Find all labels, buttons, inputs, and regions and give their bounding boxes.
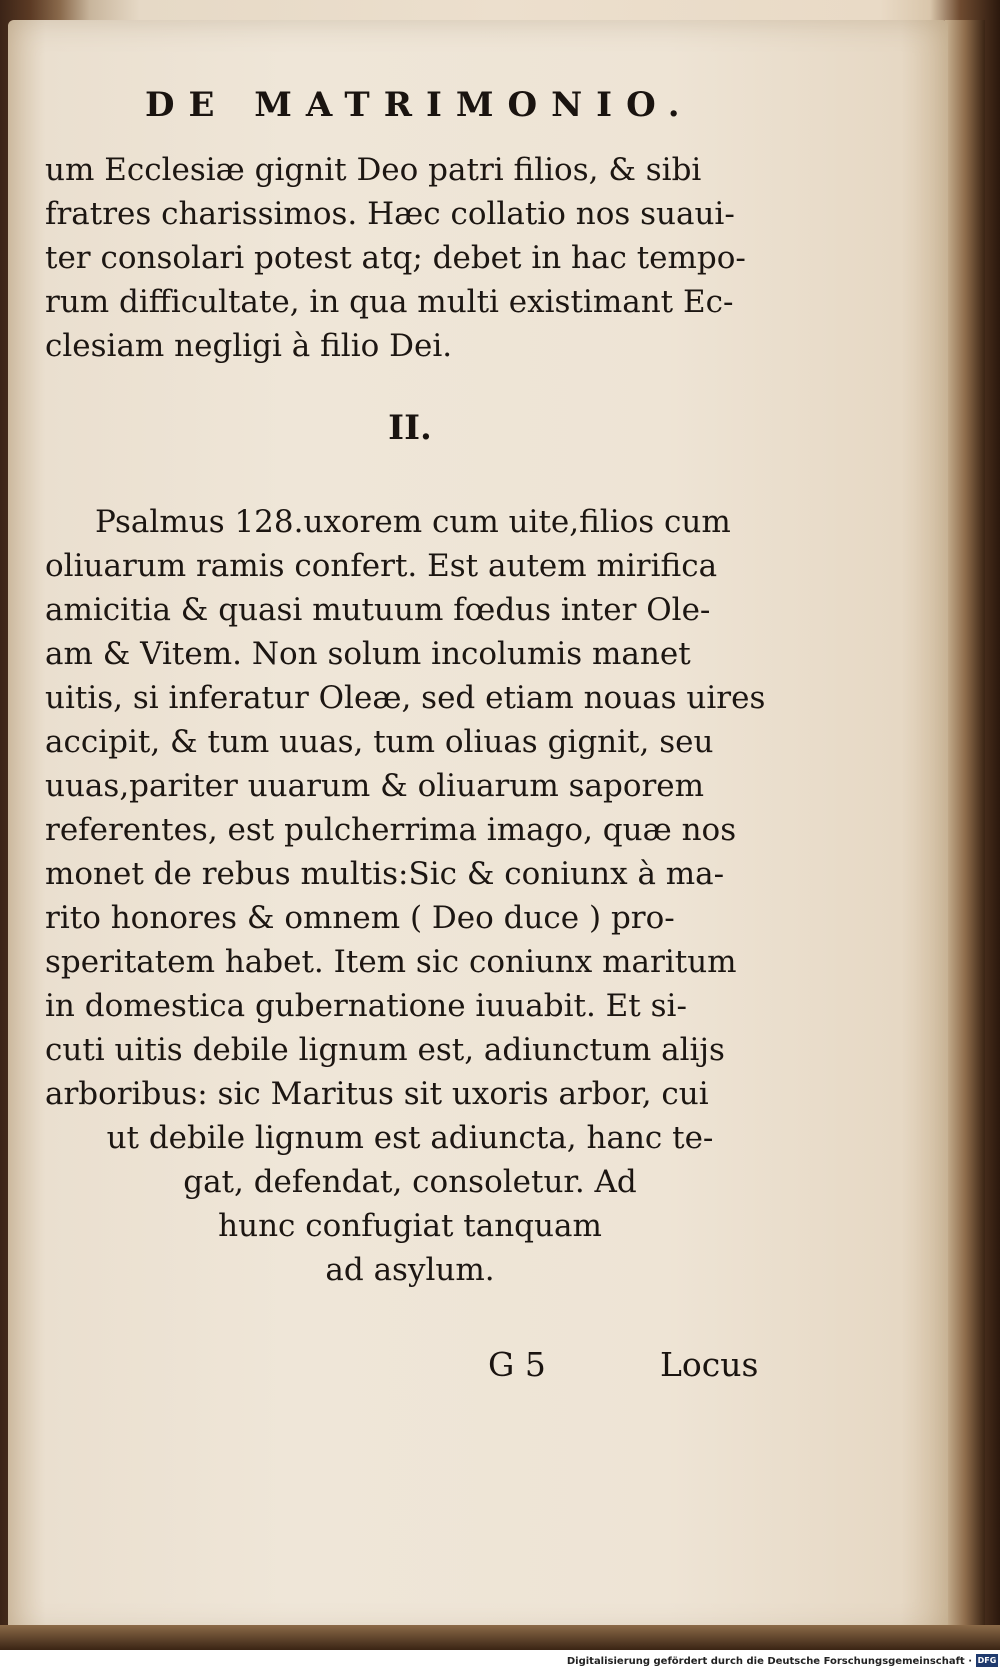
text-line: uitis, si inferatur Oleæ, sed etiam nouas uires [45, 680, 766, 716]
running-head: DE MATRIMONIO. [145, 85, 694, 125]
text-line: rito honores & omnem ( Deo duce ) pro- [45, 900, 675, 936]
text-line: clesiam negligi à filio Dei. [45, 328, 453, 364]
text-line: ut debile lignum est adiuncta, hanc te- [106, 1120, 714, 1156]
text-line: Psalmus 128.uxorem cum uite,filios cum [95, 504, 731, 540]
text-line: oliuarum ramis confert. Est autem mirifica [45, 548, 718, 584]
footer-credit: Digitalisierung gefördert durch die Deutsche Forschungsgemeinschaft · [566, 1656, 972, 1667]
paragraph-main [45, 500, 765, 1116]
text-line: arboribus: sic Maritus sit uxoris arbor, cui [45, 1076, 709, 1112]
text-line: ad asylum. [325, 1252, 495, 1288]
dfg-logo: DFG [977, 1656, 997, 1665]
text-line: fratres charissimos. Hæc collatio nos suaui- [45, 196, 735, 232]
book-fore-edge [945, 20, 985, 1630]
text-line: referentes, est pulcherrima imago, quæ nos [45, 812, 737, 848]
page-bottom-edge [0, 1625, 1000, 1650]
paragraph-taper [0, 1116, 820, 1292]
text-line: hunc confugiat tanquam [218, 1208, 602, 1244]
text-line: accipit, & tum uuas, tum oliuas gignit, seu [45, 724, 714, 760]
text-line: amicitia & quasi mutuum fœdus inter Ole- [45, 592, 711, 628]
signature-mark: G 5 [488, 1345, 546, 1384]
paragraph-top [45, 148, 765, 368]
text-line: um Ecclesiæ gignit Deo patri filios, & sibi [45, 152, 702, 188]
section-number: II. [388, 408, 432, 448]
text-line: rum difficultate, in qua multi existimant Ec- [45, 284, 734, 320]
catchword: Locus [660, 1345, 759, 1384]
text-line: gat, defendat, consoletur. Ad [183, 1164, 637, 1200]
text-line: uuas,pariter uuarum & oliuarum saporem [45, 768, 705, 804]
text-line: ter consolari potest atq; debet in hac tempo- [45, 240, 746, 276]
text-line: in domestica gubernatione iuuabit. Et si- [45, 988, 687, 1024]
text-line: monet de rebus multis:Sic & coniunx à ma- [45, 856, 725, 892]
text-line: am & Vitem. Non solum incolumis manet [45, 636, 691, 672]
text-line: cuti uitis debile lignum est, adiunctum alijs [45, 1032, 725, 1068]
text-line: speritatem habet. Item sic coniunx maritum [45, 944, 737, 980]
